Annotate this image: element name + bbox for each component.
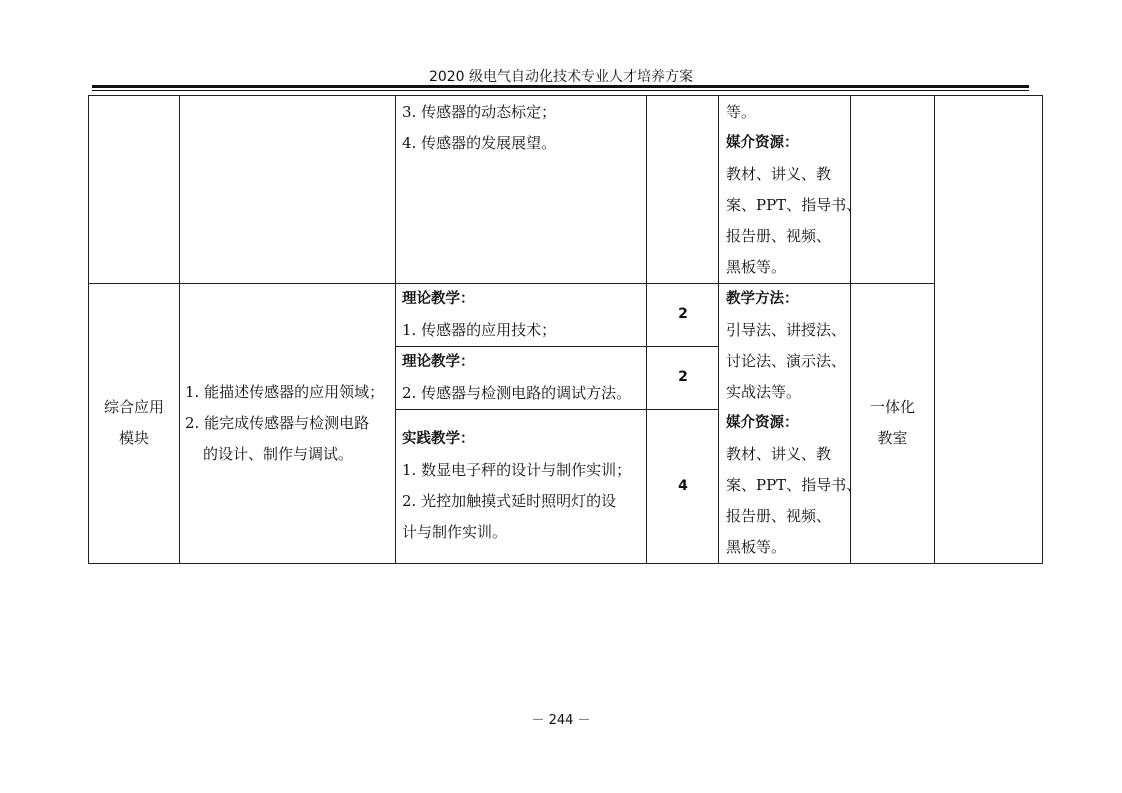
venue-line: 一体化 <box>869 398 915 416</box>
venue-cell <box>851 392 934 454</box>
module-name-line: 模块 <box>118 429 149 447</box>
col-border-0 <box>88 95 89 564</box>
resources-line: 等。 <box>726 103 757 121</box>
media-line: 教材、讲义、教 <box>726 445 832 463</box>
col-border-7 <box>1042 95 1043 564</box>
media-line: 黑板等。 <box>726 538 787 556</box>
col-border-2 <box>395 95 396 564</box>
venue-line: 教室 <box>877 429 908 447</box>
media-resources-label: 媒介资源： <box>726 135 799 151</box>
method-line: 实战法等。 <box>726 383 802 401</box>
media-line: 黑板等。 <box>726 258 787 276</box>
block-line: 2. 传感器与检测电路的调试方法。 <box>402 384 632 402</box>
method-line: 引导法、讲授法、 <box>726 321 847 339</box>
media-line: 案、PPT、指导书、 <box>726 476 862 494</box>
media-line: 案、PPT、指导书、 <box>726 196 862 214</box>
top-resources-cell <box>726 97 861 283</box>
methods-resources-cell <box>726 284 861 563</box>
goal-line: 2. 能完成传感器与检测电路 <box>185 414 370 432</box>
block-line: 1. 数显电子秤的设计与制作实训； <box>402 461 632 479</box>
learning-goals-cell <box>185 377 384 470</box>
top-content-cell <box>402 97 556 159</box>
content-line: 3. 传感器的动态标定； <box>402 103 557 121</box>
block-line: 2. 光控加触摸式延时照明灯的设 <box>402 492 617 510</box>
goal-line: 的设计、制作与调试。 <box>203 445 354 463</box>
media-line: 报告册、视频、 <box>726 507 832 525</box>
media-resources-label: 媒介资源： <box>726 415 799 431</box>
table-top-border <box>88 95 1043 96</box>
theory-teaching-label: 理论教学： <box>402 354 475 370</box>
theory-teaching-label: 理论教学： <box>402 291 475 307</box>
block-line: 1. 传感器的应用技术； <box>402 321 557 339</box>
page-number: － 244 － <box>531 713 591 728</box>
col-border-1 <box>179 95 180 564</box>
hours-value: 4 <box>678 478 688 494</box>
practice-block <box>402 424 631 548</box>
media-line: 教材、讲义、教 <box>726 165 832 183</box>
content-line: 4. 传感器的发展展望。 <box>402 134 557 152</box>
module-name-line: 综合应用 <box>103 398 164 416</box>
method-line: 讨论法、演示法、 <box>726 352 847 370</box>
media-line: 报告册、视频、 <box>726 227 832 245</box>
col-border-6 <box>934 95 935 564</box>
theory-block-1 <box>402 284 556 346</box>
practice-teaching-label: 实践教学： <box>402 431 475 447</box>
teaching-method-label: 教学方法： <box>726 291 799 307</box>
hours-value: 2 <box>678 369 688 385</box>
theory-block-2 <box>402 347 631 409</box>
module-name-cell <box>89 392 179 454</box>
goal-line: 1. 能描述传感器的应用领域； <box>185 383 385 401</box>
block-divider-2 <box>395 409 718 410</box>
document-header-title: 2020 级电气自动化技术专业人才培养方案 <box>428 69 694 85</box>
block-line: 计与制作实训。 <box>402 523 508 541</box>
hours-value: 2 <box>678 306 688 322</box>
table-bottom-border <box>88 563 1043 564</box>
